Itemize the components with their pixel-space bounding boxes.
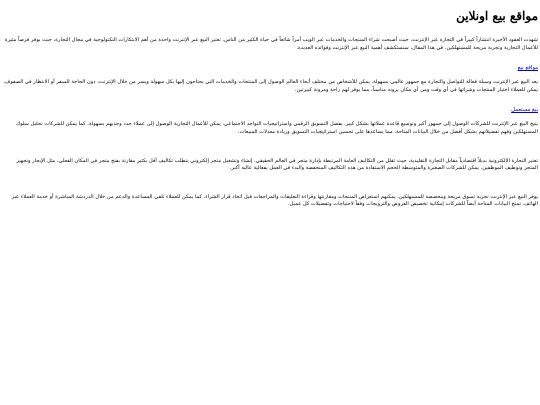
paragraph-global-reach: يعد البيع عبر الإنترنت وسيلة فعالة للتواصل والتجارة مع جمهور عالمي بسهولة. يمكن للأشخاص من مختلف أنحاء العالم الوصول إلى المنتجات والخدمات التي يحتاجون إليها بكل سهولة ويسر من خلال الإنترنت، دون الحاجة للسفر أو الانتظار في الصفوف. يمكن للعملاء اختيار المنتجات وشرائها في أي وقت ومن أي مكان يرونه مناسباً، مما يوفر لهم راحة ومرونة كبيرتين. bbox=[3, 79, 538, 93]
paragraph-economic-alternative: تعتبر التجارة الإلكترونية بديلاً اقتصادياً مقابل التجارة التقليدية، حيث تقلل من التكاليف العامة المرتبطة بإدارة متجر في العالم الحقيقي. إنشاء وتشغيل متجر إلكتروني يتطلب تكاليف أقل بكثير مقارنة بفتح متجر في المكان الفعلي، مثل الإيجار وتجهيز المتجر وتوظيف الموظفين. يمكن للشركات الصغيرة والمتوسطة الحجم الاستفادة من هذه التكاليف المنخفضة والبدء في العمل بفعالية عالية أكبر. bbox=[16, 157, 538, 172]
intro-paragraph: شهدت العقود الأخيرة انتشاراً كبيراً في التجارة عبر الإنترنت، حيث أصبحت شراء المنتجات والخدمات عبر الويب أمراً شائعاً في حياة الكثير من الناس. تعتبر البيع عبر الإنترنت واحدة من أهم الابتكارات التكنولوجية في مجال التجارة، حيث يوفر فرصاً مثيرة للأعمال التجارية وتجربة مريحة للمستهلكين. في هذا المقال، سنستكشف أهمية البيع عبر الإنترنت وفوائده العديدة. bbox=[4, 37, 538, 51]
paragraph-wider-audience: يتيح البيع عبر الإنترنت للشركات الوصول إلى جمهور أكبر وتوسيع قاعدة عملائها بشكل كبير. بفضل التسويق الرقمي واستراتيجيات التواجد الاجتماعي، يمكن للأعمال التجارية الوصول إلى عملاء جدد وجذبهم بسهولة. كما يمكن للشركات تحليل سلوك المستهلكين وفهم تفضيلاتهم بشكل أفضل من خلال البيانات المتاحة، مما يساعدها على تحسين استراتيجيات التسويق وزيادة معدلات المبيعات. bbox=[15, 121, 538, 135]
paragraph-shopping-experience: يوفر البيع عبر الإنترنت تجربة تسوق مريحة ومخصصة للمستهلكين. يمكنهم استعراض المنتجات ومقارنتها وقراءة التعليقات والمراجعات قبل اتخاذ قرار الشراء. كما يمكن للعملاء تلقي المساعدة والدعم من خلال الدردشة المباشرة أو خدمة العملاء عبر الهاتف. تمنح البيانات المتاحة أيضاً للشركات إمكانية تخصيص العروض والترويجات وفقاً لاحتياجات وتفضيلات كل عميل. bbox=[11, 193, 538, 208]
link-used-selling[interactable]: بيع مستعمل bbox=[511, 107, 538, 114]
page-title: مواقع بيع اونلاين bbox=[456, 9, 538, 23]
link-selling-sites[interactable]: مواقع بيع bbox=[517, 65, 538, 72]
